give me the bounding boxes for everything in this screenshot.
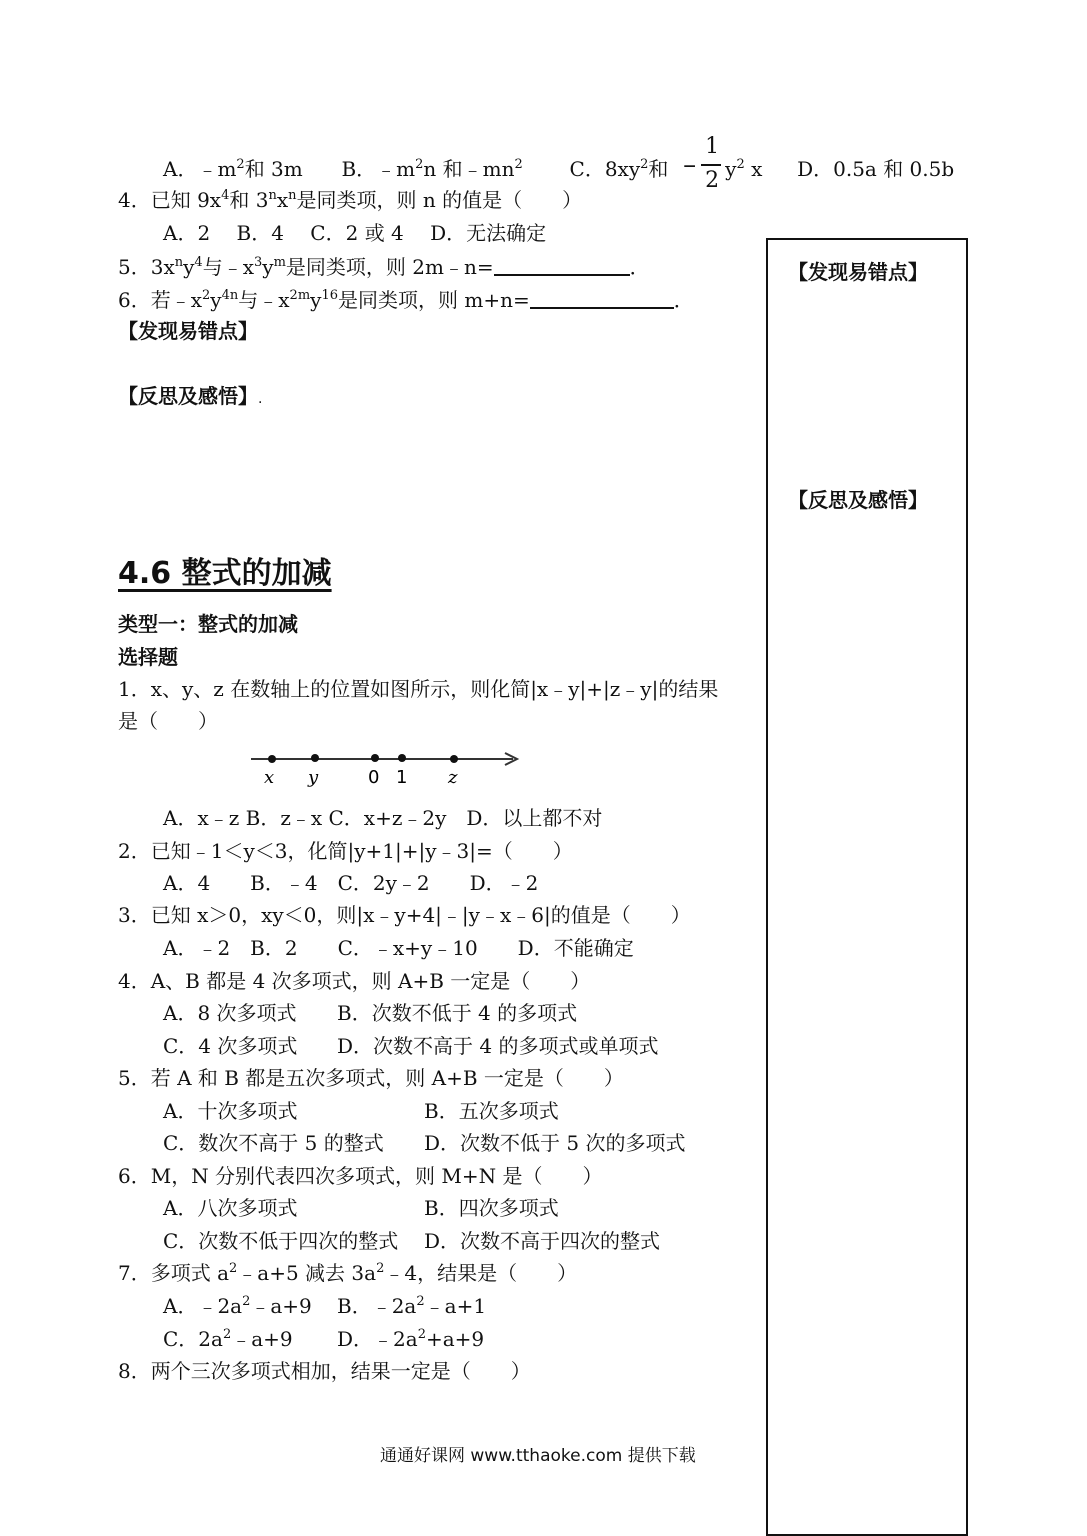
q5-option-a: A．十次多项式 xyxy=(163,1099,298,1123)
q3-stem: 3．已知 x＞0，xy＜0，则|x﹣y+4|﹣|y﹣x﹣6|的值是（ ） xyxy=(118,903,691,927)
q3-options: A．﹣2 B．2 C．﹣x+y﹣10 D．不能确定 xyxy=(163,936,634,960)
q7-option-b: B．$﹣2a^2﹣a+1$ xyxy=(337,1294,487,1318)
q2-stem: 2．已知﹣1＜y＜3，化简|y+1|+|y﹣3|=（ ） xyxy=(118,839,573,863)
q8-stem: 8．两个三次多项式相加，结果一定是（ ） xyxy=(118,1359,531,1383)
q4-option-a: A．8 次多项式 xyxy=(163,1001,297,1025)
answer-blank[interactable] xyxy=(494,256,630,276)
q5-option-c: C．数次不高于 5 的整式 xyxy=(163,1131,384,1155)
side-notes-box xyxy=(766,238,968,1536)
prev-q3-option-b: B．$﹣m^2n$ 和$﹣mn^2$ xyxy=(341,157,523,181)
q5-option-d: D．次数不低于 5 次的多项式 xyxy=(424,1131,686,1155)
section-title: 4.6 整式的加减 xyxy=(118,556,332,591)
prev-q3-option-c: C．$8xy^2$和 – 1 2 $y^2$ x xyxy=(570,157,763,181)
subtype-label: 选择题 xyxy=(118,645,178,669)
label-0: 0 xyxy=(368,767,380,788)
q6-option-d: D．次数不高于四次的整式 xyxy=(424,1229,661,1253)
prev-q3-option-a: A．$﹣m^2$和 3m xyxy=(163,157,303,181)
point-1 xyxy=(398,754,406,762)
q5-stem: 5．若 A 和 B 都是五次多项式，则 A+B 一定是（ ） xyxy=(118,1066,624,1090)
q7-option-a: A．$﹣2a^2﹣a+9$ xyxy=(163,1294,312,1318)
number-line xyxy=(245,745,535,791)
prev-q6-stem: 6．若$﹣x^2y^{4n}$与$﹣x^{2m}y^{16}$是同类项，则 m+n= ． xyxy=(118,288,694,312)
q6-stem: 6．M，N 分别代表四次多项式，则 M+N 是（ ） xyxy=(118,1164,603,1188)
point-z xyxy=(450,755,458,763)
q5-option-b: B．五次多项式 xyxy=(424,1099,559,1123)
prev-q3-option-d: D．0.5a 和 0.5b xyxy=(797,157,955,181)
footer-text: 通通好课网 www.tthaoke.com 提供下载 xyxy=(380,1446,696,1466)
type-label: 类型一：整式的加减 xyxy=(118,612,298,636)
q1-stem: 1．x、y、z 在数轴上的位置如图所示，则化简|x﹣y|+|z﹣y|的结果 xyxy=(118,677,719,701)
side-reflection-label: 【反思及感悟】 xyxy=(788,488,928,512)
answer-blank[interactable] xyxy=(530,289,674,309)
prev-q4-stem: 4．已知 $9x^4$和 $3^nx^n$是同类项，则 n 的值是（ ） xyxy=(118,188,583,212)
prev-q5-stem: 5．$3x^ny^4$与$﹣x^3y^m$是同类项，则 2m﹣n= ． xyxy=(118,255,650,279)
q2-options: A．4 B．﹣4 C．2y﹣2 D．﹣2 xyxy=(163,871,539,895)
side-mistakes-label: 【发现易错点】 xyxy=(788,260,928,284)
label-1: 1 xyxy=(396,767,408,788)
q4-stem: 4．A、B 都是 4 次多项式，则 A+B 一定是（ ） xyxy=(118,969,591,993)
q4-option-c: C．4 次多项式 xyxy=(163,1034,298,1058)
q6-option-c: C．次数不低于四次的整式 xyxy=(163,1229,399,1253)
q1-stem-cont: 是（ ） xyxy=(118,709,218,733)
q4-option-b: B．次数不低于 4 的多项式 xyxy=(337,1001,578,1025)
q7-option-c: C．$2a^2﹣a+9$ xyxy=(163,1327,293,1351)
q6-option-b: B．四次多项式 xyxy=(424,1196,559,1220)
fraction: – 1 2 xyxy=(683,134,720,193)
label-z: z xyxy=(448,767,458,788)
mistakes-label: 【发现易错点】 xyxy=(118,319,258,343)
label-x: x xyxy=(264,767,275,788)
point-y xyxy=(311,754,319,762)
point-0 xyxy=(371,754,379,762)
reflection-label: 【反思及感悟】. xyxy=(118,384,263,408)
q1-options: A．x﹣z B．z﹣x C．x+z﹣2y D．以上都不对 xyxy=(163,806,603,830)
label-y: y xyxy=(308,767,319,788)
q4-option-d: D．次数不高于 4 的多项式或单项式 xyxy=(337,1034,659,1058)
q7-option-d: D．$﹣2a^2+a+9$ xyxy=(337,1327,485,1351)
q6-option-a: A．八次多项式 xyxy=(163,1196,298,1220)
q7-stem: 7．多项式 $a^2﹣a+5$ 减去 $3a^2﹣4$，结果是（ ） xyxy=(118,1261,578,1285)
prev-q4-options: A．2 B．4 C．2 或 4 D．无法确定 xyxy=(163,221,547,245)
point-x xyxy=(268,755,276,763)
